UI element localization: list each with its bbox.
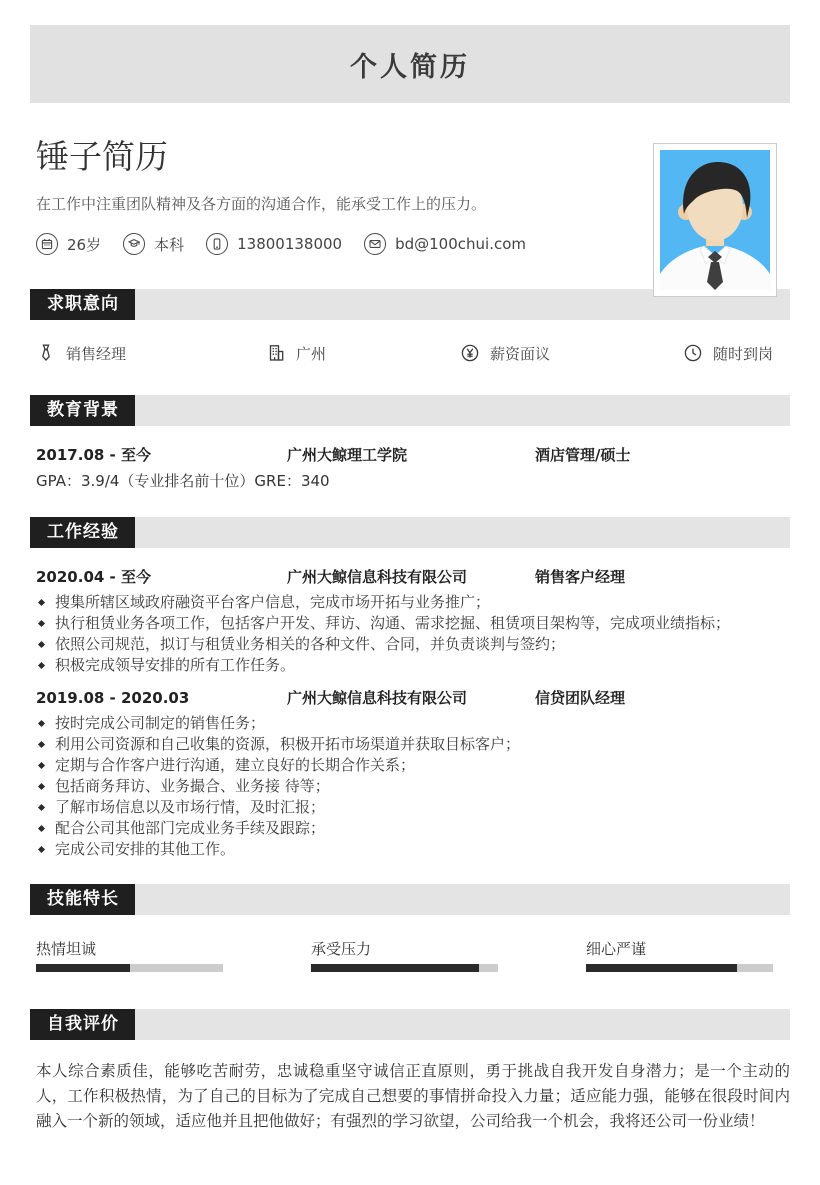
candidate-name: 锤子简历 — [36, 137, 168, 176]
duty-item: 配合公司其他部门完成业务手续及跟踪； — [36, 818, 790, 839]
education-school: 广州大鲸理工学院 — [287, 446, 408, 464]
clock-icon — [683, 343, 703, 363]
expected-salary-item — [460, 342, 683, 364]
target-city-item — [266, 342, 460, 364]
job-role: 信贷团队经理 — [535, 689, 626, 707]
skills-row — [36, 939, 790, 972]
candidate-summary: 在工作中注重团队精神及各方面的沟通合作，能承受工作上的压力。 — [36, 195, 487, 213]
duty-item: 搜集所辖区域政府融资平台客户信息，完成市场开拓与业务推广； — [36, 592, 790, 613]
availability-item — [683, 342, 790, 364]
duty-item: 完成公司安排的其他工作。 — [36, 839, 790, 860]
job-duties-list — [36, 713, 790, 860]
phone-icon — [206, 233, 228, 255]
skill-label: 承受压力 — [311, 940, 372, 958]
education-entry-row — [36, 445, 790, 466]
page-title: 个人简历 — [350, 51, 470, 83]
email-text: bd@100chui.com — [395, 235, 526, 253]
job-company: 广州大鲸信息科技有限公司 — [287, 568, 468, 586]
calendar-icon — [36, 233, 58, 255]
duty-item: 包括商务拜访、业务撮合、业务接 待等； — [36, 776, 790, 797]
phone-text: 13800138000 — [237, 235, 343, 253]
job-duties-list — [36, 592, 790, 676]
section-title: 工作经验 — [30, 517, 135, 548]
building-icon — [266, 343, 286, 363]
skill-bar-fill — [311, 964, 479, 972]
job-entry-row — [36, 567, 790, 588]
job-role: 销售客户经理 — [535, 568, 626, 586]
graduation-cap-icon — [123, 233, 145, 255]
skill-bar — [36, 964, 223, 972]
duty-item: 依照公司规范，拟订与租赁业务相关的各种文件、合同，并负责谈判与签约； — [36, 634, 790, 655]
section-title: 求职意向 — [30, 289, 135, 320]
education-level-item — [123, 233, 184, 255]
tie-icon — [36, 343, 56, 363]
age-item — [36, 233, 101, 255]
skill-label: 细心严谨 — [586, 940, 647, 958]
skill-bar — [311, 964, 498, 972]
job-company: 广州大鲸信息科技有限公司 — [287, 689, 468, 707]
job-entry-row — [36, 688, 790, 709]
duty-item: 了解市场信息以及市场行情，及时汇报； — [36, 797, 790, 818]
yen-icon — [460, 343, 480, 363]
skill-bar-fill — [36, 964, 130, 972]
profile-photo — [653, 143, 777, 297]
expected-salary-text: 薪资面议 — [490, 344, 551, 363]
section-header-self-evaluation — [30, 1009, 790, 1040]
education-level-text: 本科 — [154, 235, 185, 254]
job-period: 2019.08 - 2020.03 — [36, 689, 190, 707]
skill-label: 热情坦诚 — [36, 940, 97, 958]
section-title: 技能特长 — [30, 884, 135, 915]
job-intention-row — [36, 342, 790, 364]
target-city-text: 广州 — [296, 344, 327, 363]
phone-item — [206, 233, 342, 255]
target-position-item — [36, 342, 266, 364]
skill-bar — [586, 964, 773, 972]
duty-item: 积极完成领导安排的所有工作任务。 — [36, 655, 790, 676]
section-title: 教育背景 — [30, 395, 135, 426]
skill-item — [586, 939, 790, 972]
email-item — [364, 233, 526, 255]
skill-item — [311, 939, 586, 972]
section-header-skills — [30, 884, 790, 915]
education-detail: GPA：3.9/4（专业排名前十位）GRE：340 — [36, 472, 330, 490]
mail-icon — [364, 233, 386, 255]
duty-item: 按时完成公司制定的销售任务； — [36, 713, 790, 734]
target-position-text: 销售经理 — [66, 344, 127, 363]
page-banner — [30, 25, 790, 103]
self-evaluation-text: 本人综合素质佳，能够吃苦耐劳，忠诚稳重坚守诚信正直原则，勇于挑战自我开发自身潜力；是一个主动的人，工作积极热情，为了自己的目标为了完成自己想要的事情拼命投入力量；适应能力强，能够在很段时间内融入一个新的领域，适应他并且把他做好；有强烈的学习欲望，公司给我一个机会，我将还公司一份业绩！ — [36, 1062, 790, 1130]
availability-text: 随时到岗 — [713, 344, 774, 363]
male-avatar-illustration — [660, 150, 770, 290]
resume-page — [0, 25, 820, 1185]
skill-item — [36, 939, 311, 972]
education-period: 2017.08 - 至今 — [36, 446, 151, 464]
job-period: 2020.04 - 至今 — [36, 568, 151, 586]
section-title: 自我评价 — [30, 1009, 135, 1040]
duty-item: 执行租赁业务各项工作，包括客户开发、拜访、沟通、需求挖掘、租赁项目架构等，完成项业绩指标； — [36, 613, 790, 634]
duty-item: 利用公司资源和自己收集的资源，积极开拓市场渠道并获取目标客户； — [36, 734, 790, 755]
age-text: 26岁 — [67, 235, 102, 254]
section-header-work — [30, 517, 790, 548]
duty-item: 定期与合作客户进行沟通，建立良好的长期合作关系； — [36, 755, 790, 776]
skill-bar-fill — [586, 964, 737, 972]
section-header-education — [30, 395, 790, 426]
education-major: 酒店管理/硕士 — [535, 446, 631, 464]
